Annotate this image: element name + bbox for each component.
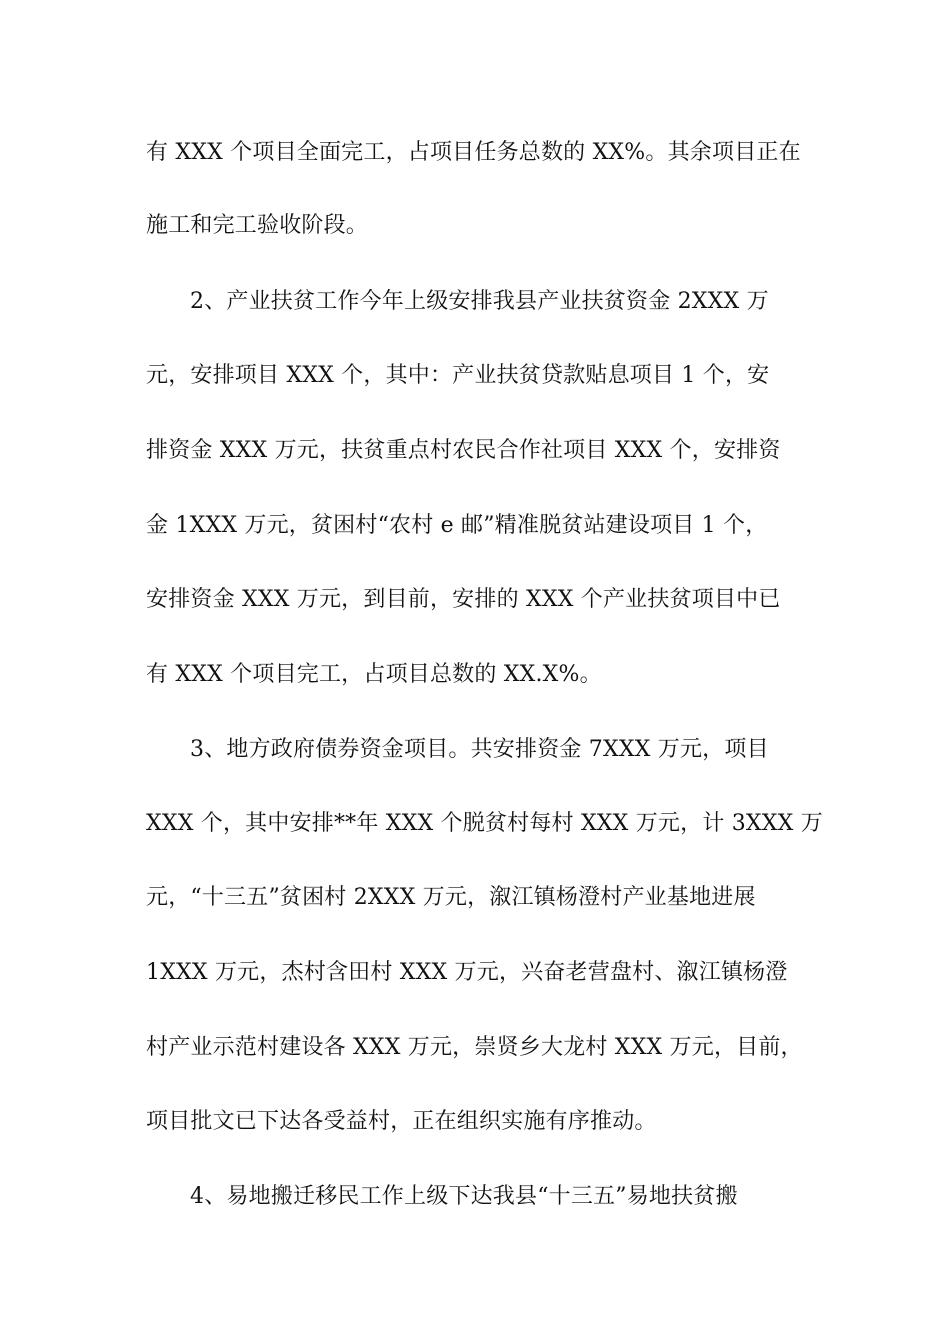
text-line-9: 3、地方政府债券资金项目。共安排资金 7XXX 万元，项目	[190, 737, 769, 762]
text-line-13: 村产业示范村建设各 XXX 万元，崇贤乡大龙村 XXX 万元，目前，	[146, 1035, 803, 1060]
text-line-11: 元，“十三五”贫困村 2XXX 万元，溆江镇杨澄村产业基地进展	[146, 885, 756, 910]
text-line-1: 有 XXX 个项目全面完工，占项目任务总数的 XX%。其余项目正在	[146, 140, 801, 165]
text-line-14: 项目批文已下达各受益村，正在组织实施有序推动。	[146, 1109, 657, 1134]
text-line-3: 2、产业扶贫工作今年上级安排我县产业扶贫资金 2XXX 万	[190, 289, 769, 314]
text-line-15: 4、易地搬迁移民工作上级下达我县“十三五”易地扶贫搬	[190, 1184, 738, 1209]
text-line-5: 排资金 XXX 万元，扶贫重点村农民合作社项目 XXX 个，安排资	[146, 438, 781, 463]
text-line-8: 有 XXX 个项目完工，占项目总数的 XX.X%。	[146, 662, 602, 687]
text-line-2: 施工和完工验收阶段。	[146, 213, 369, 238]
text-line-4: 元，安排项目 XXX 个，其中：产业扶贫贷款贴息项目 1 个，安	[146, 363, 770, 388]
text-line-10: XXX 个，其中安排**年 XXX 个脱贫村每村 XXX 万元，计 3XXX 万	[146, 811, 823, 836]
text-line-6: 金 1XXX 万元，贫困村“农村 e 邮”精准脱贫站建设项目 1 个，	[146, 513, 768, 538]
text-line-12: 1XXX 万元，杰村含田村 XXX 万元，兴奋老营盘村、溆江镇杨澄	[146, 960, 788, 985]
text-line-7: 安排资金 XXX 万元，到目前，安排的 XXX 个产业扶贫项目中已	[146, 587, 781, 612]
